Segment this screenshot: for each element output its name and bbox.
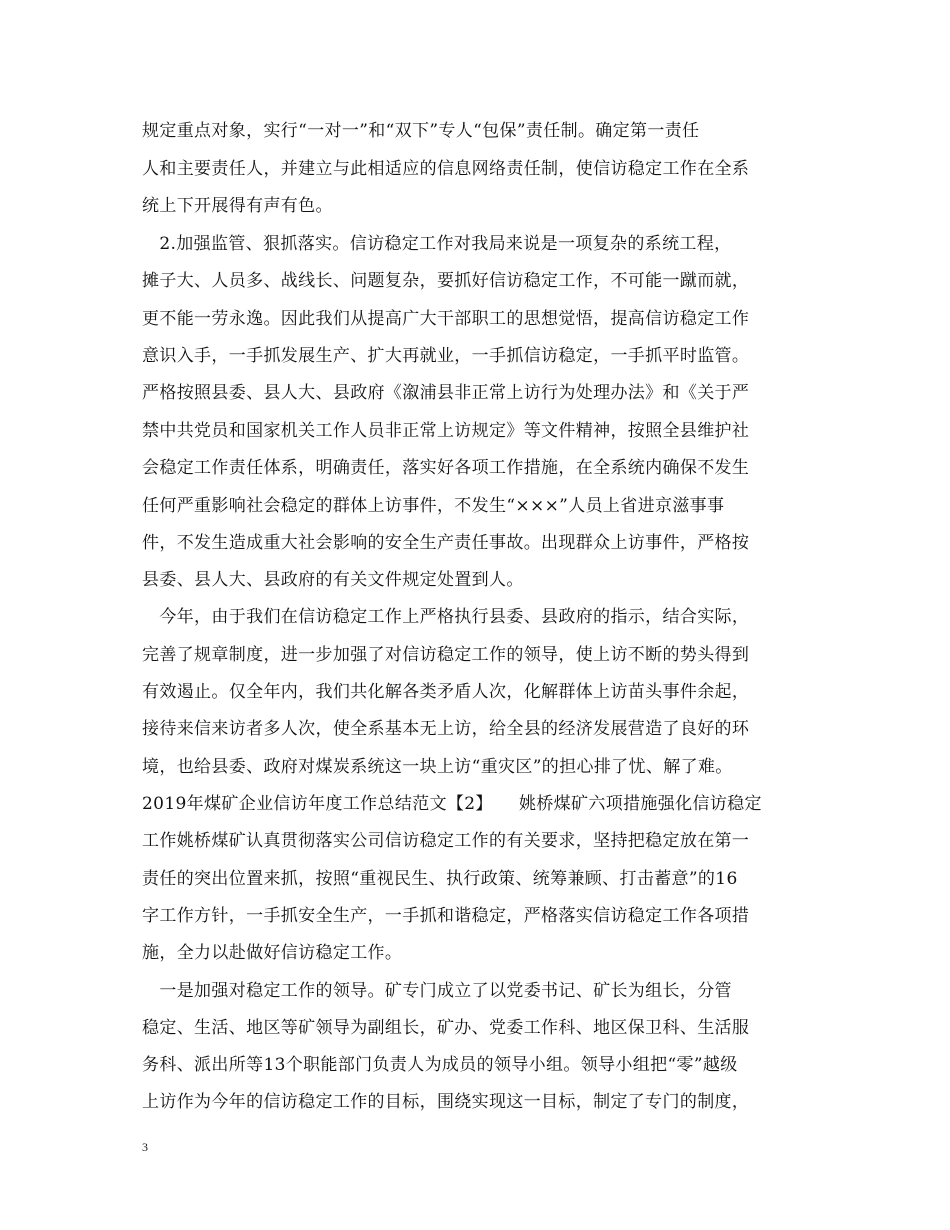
text-line: 摊子大、人员多、战线长、问题复杂，要抓好信访稳定工作，不可能一蹴而就， (142, 271, 750, 291)
text-line: 统上下开展得有声有色。 (142, 196, 333, 216)
text-line: 县委、县人大、县政府的有关文件规定处置到人。 (142, 570, 524, 590)
text-line: 务科、派出所等13个职能部门负责人为成员的领导小组。领导小组把“零”越级 (142, 1055, 738, 1075)
text-line: 一是加强对稳定工作的领导。矿专门成立了以党委书记、矿长为组长，分管 (142, 981, 732, 1001)
text-line: 更不能一劳永逸。因此我们从提高广大干部职工的思想觉悟，提高信访稳定工作 (142, 309, 750, 329)
text-line: 境，也给县委、政府对煤炭系统这一块上访“重灾区”的担心排了忧、解了难。 (142, 757, 733, 777)
text-line: 责任的突出位置来抓，按照“重视民生、执行政策、统筹兼顾、打击蓄意”的16 (142, 869, 738, 889)
text-line: 件，不发生造成重大社会影响的安全生产责任事故。出现群众上访事件，严格按 (142, 533, 750, 553)
text-line: 禁中共党员和国家机关工作人员非正常上访规定》等文件精神，按照全县维护社 (142, 421, 750, 441)
text-line: 有效遏止。仅全年内，我们共化解各类矛盾人次，化解群体上访苗头事件余起， (142, 682, 750, 702)
text-line: 意识入手，一手抓发展生产、扩大再就业，一手抓信访稳定，一手抓平时监管。 (142, 346, 750, 366)
text-line: 接待来信来访者多人次，使全系基本无上访，给全县的经济发展营造了良好的环 (142, 719, 750, 739)
text-line: 施，全力以赴做好信访稳定工作。 (142, 943, 403, 963)
text-line: 任何严重影响社会稳定的群体上访事件，不发生“×××”人员上省进京滋事事 (142, 496, 725, 516)
text-line: 字工作方针，一手抓安全生产，一手抓和谐稳定，严格落实信访稳定工作各项措 (142, 906, 750, 926)
text-line: 上访作为今年的信访稳定工作的目标，围绕实现这一目标，制定了专门的制度， (142, 1092, 750, 1112)
text-line: 工作姚桥煤矿认真贯彻落实公司信访稳定工作的有关要求，坚持把稳定放在第一 (142, 831, 750, 851)
text-line: 严格按照县委、县人大、县政府《溆浦县非正常上访行为处理办法》和《关于严 (142, 383, 750, 403)
text-line: 人和主要责任人，并建立与此相适应的信息网络责任制，使信访稳定工作在全系 (142, 159, 750, 179)
text-line: 会稳定工作责任体系，明确责任，落实好各项工作措施，在全系统内确保不发生 (142, 458, 750, 478)
page-number: 3 (142, 1140, 148, 1154)
text-line: 2.加强监管、狠抓落实。信访稳定工作对我局来说是一项复杂的系统工程， (142, 234, 732, 254)
text-line: 今年，由于我们在信访稳定工作上严格执行县委、县政府的指示，结合实际， (142, 607, 750, 627)
text-line: 完善了规章制度，进一步加强了对信访稳定工作的领导，使上访不断的势头得到 (142, 645, 750, 665)
text-line: 稳定、生活、地区等矿领导为副组长，矿办、党委工作科、地区保卫科、生活服 (142, 1018, 750, 1038)
text-line: 规定重点对象，实行“一对一”和“双下”专人“包保”责任制。确定第一责任 (142, 121, 700, 141)
text-line: 2019年煤矿企业信访年度工作总结范文【2】 姚桥煤矿六项措施强化信访稳定 (142, 794, 762, 814)
